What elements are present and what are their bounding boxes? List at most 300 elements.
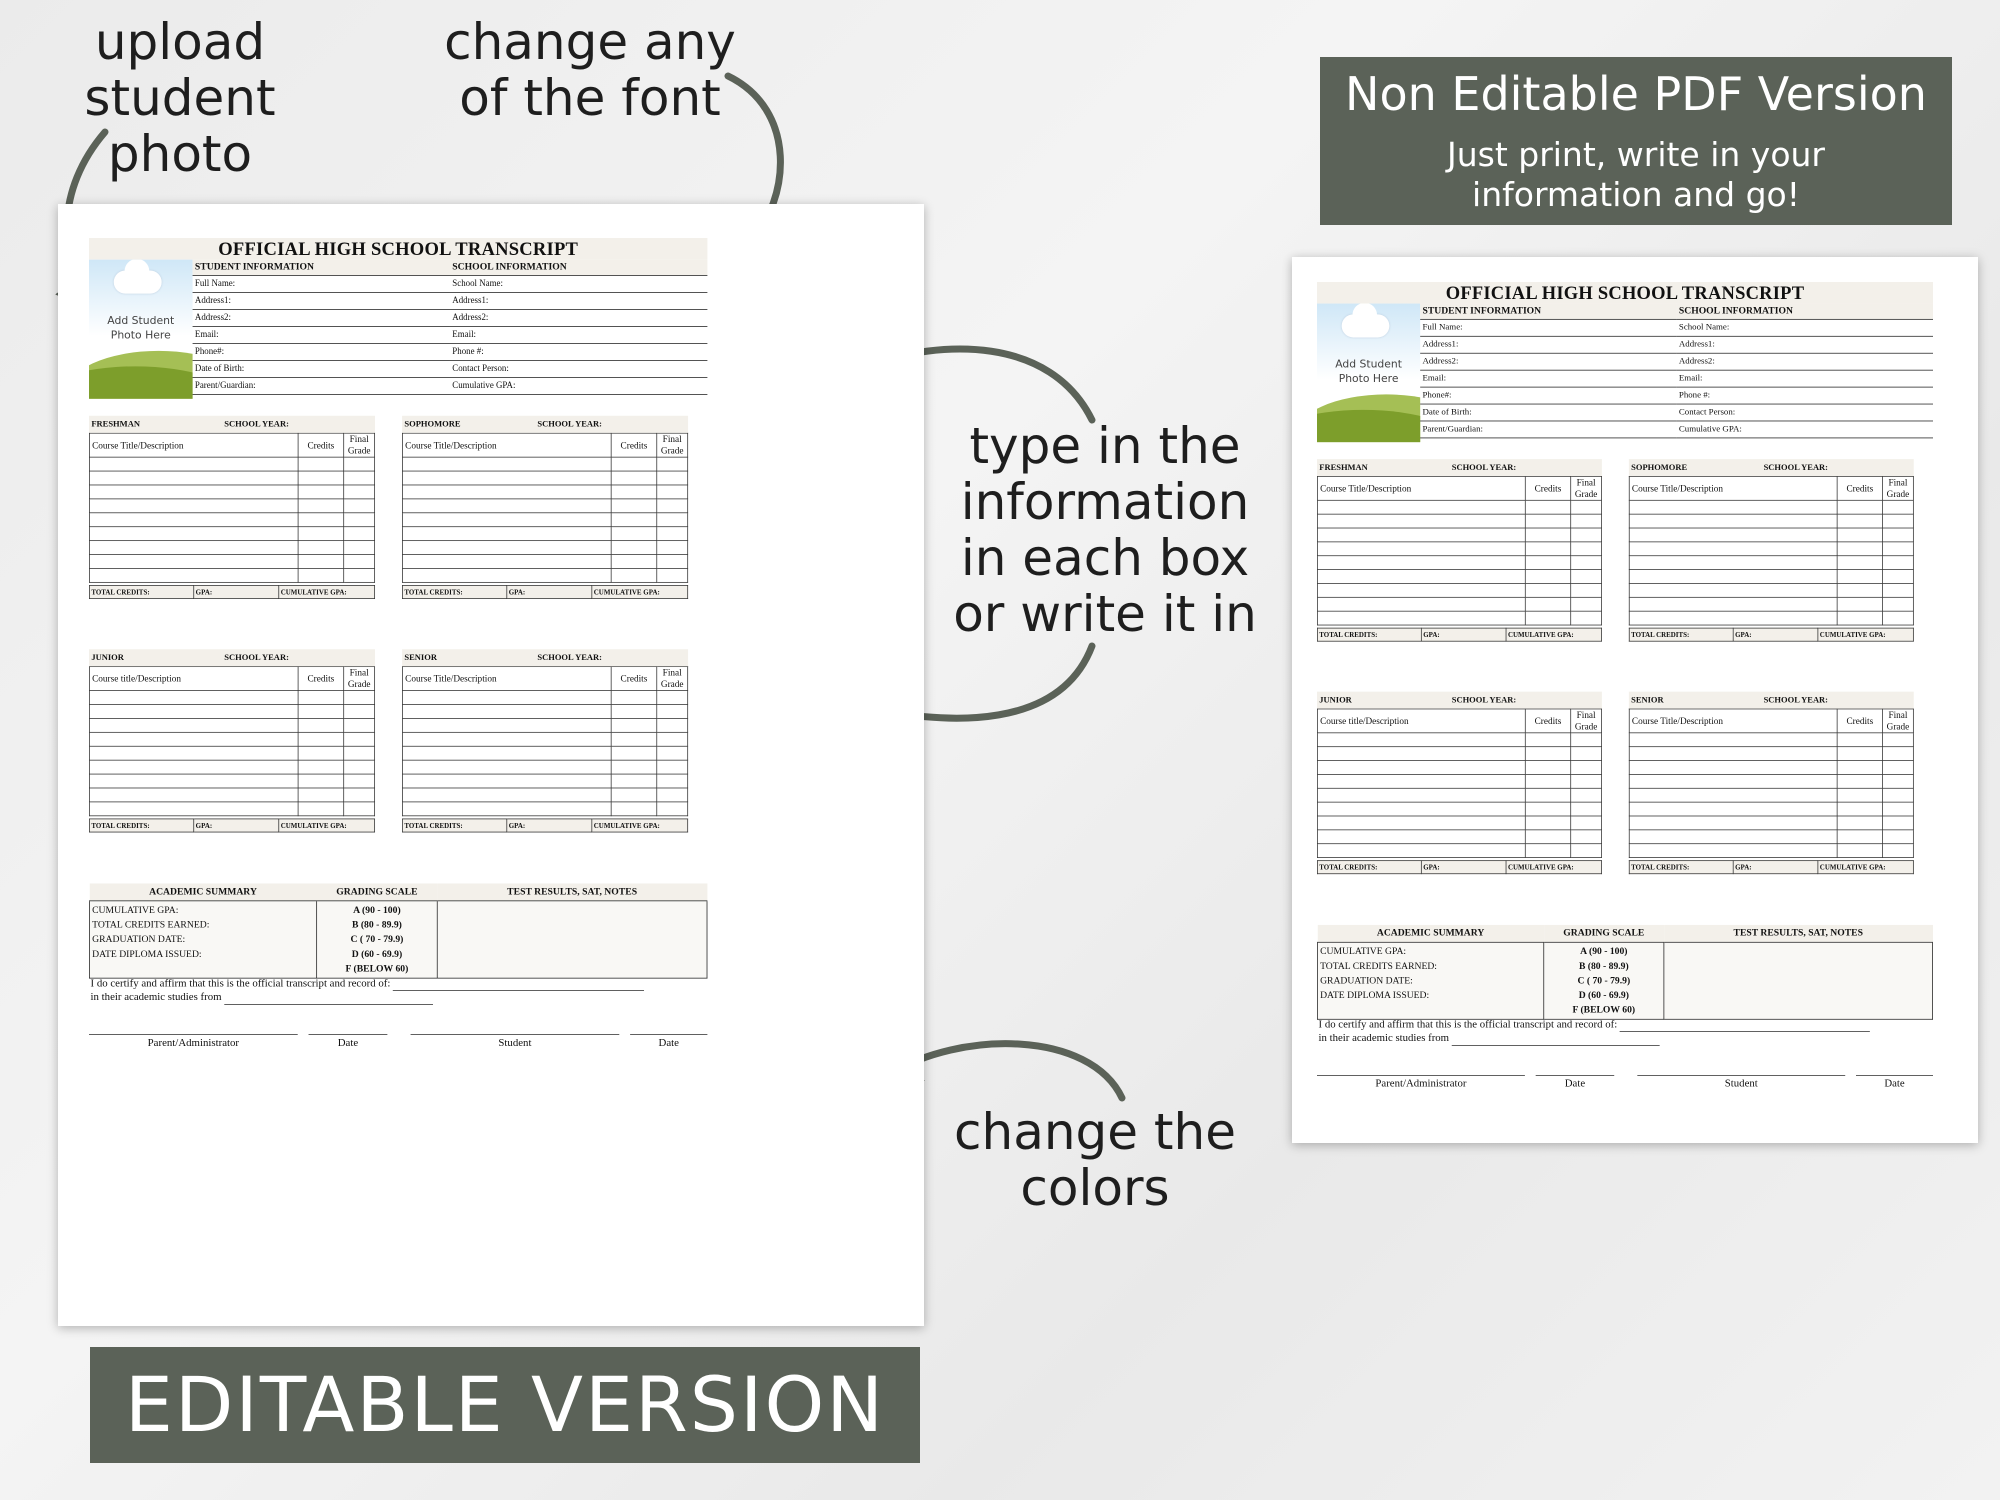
course-cell[interactable] <box>402 471 611 485</box>
grade-cell[interactable] <box>344 691 375 705</box>
cumulative-gpa[interactable]: CUMULATIVE GPA: <box>592 819 688 832</box>
course-row[interactable] <box>1317 611 1601 625</box>
cumulative-gpa[interactable]: CUMULATIVE GPA: <box>1818 861 1913 874</box>
grade-cell[interactable] <box>1571 542 1602 556</box>
credits-cell[interactable] <box>1525 556 1570 570</box>
course-row[interactable] <box>89 555 374 569</box>
course-cell[interactable] <box>1317 774 1525 788</box>
grade-cell[interactable] <box>657 527 688 541</box>
credits-cell[interactable] <box>298 802 344 816</box>
course-cell[interactable] <box>1317 583 1525 597</box>
grade-cell[interactable] <box>657 568 688 582</box>
grade-cell[interactable] <box>1883 597 1914 611</box>
course-cell[interactable] <box>1317 830 1525 844</box>
course-cell[interactable] <box>1629 500 1837 514</box>
academic-summary-cell[interactable] <box>89 900 316 977</box>
credits-cell[interactable] <box>611 527 657 541</box>
course-row[interactable] <box>402 760 687 774</box>
course-cell[interactable] <box>402 499 611 513</box>
course-row[interactable] <box>402 718 687 732</box>
student-info-field[interactable]: Date of Birth: <box>193 360 450 377</box>
course-cell[interactable] <box>402 541 611 555</box>
school-year-label[interactable]: SCHOOL YEAR: <box>224 653 289 663</box>
course-cell[interactable] <box>402 485 611 499</box>
course-row[interactable] <box>1317 788 1601 802</box>
course-cell[interactable] <box>1317 556 1525 570</box>
academic-summary-item[interactable]: GRADUATION DATE: <box>1320 974 1413 986</box>
grade-cell[interactable] <box>1883 747 1914 761</box>
credits-cell[interactable] <box>1525 844 1570 858</box>
grade-cell[interactable] <box>1883 542 1914 556</box>
credits-cell[interactable] <box>611 513 657 527</box>
course-cell[interactable] <box>1629 542 1837 556</box>
credits-cell[interactable] <box>1525 583 1570 597</box>
course-row[interactable] <box>89 802 374 816</box>
school-info-field[interactable]: Contact Person: <box>1677 404 1933 421</box>
course-row[interactable] <box>1317 747 1601 761</box>
academic-summary-item[interactable]: DATE DIPLOMA ISSUED: <box>92 948 202 959</box>
grade-cell[interactable] <box>344 802 375 816</box>
course-cell[interactable] <box>1629 611 1837 625</box>
course-row[interactable] <box>402 774 687 788</box>
course-cell[interactable] <box>89 788 298 802</box>
course-cell[interactable] <box>1317 844 1525 858</box>
grade-cell[interactable] <box>657 485 688 499</box>
course-row[interactable] <box>1629 844 1913 858</box>
grade-cell[interactable] <box>657 746 688 760</box>
cumulative-gpa[interactable]: CUMULATIVE GPA: <box>279 819 375 832</box>
credits-cell[interactable] <box>298 732 344 746</box>
grade-cell[interactable] <box>344 746 375 760</box>
school-info-field[interactable]: Email: <box>450 326 707 343</box>
grade-cell[interactable] <box>1571 556 1602 570</box>
credits-cell[interactable] <box>298 555 344 569</box>
credits-cell[interactable] <box>1837 747 1882 761</box>
grade-cell[interactable] <box>657 732 688 746</box>
credits-cell[interactable] <box>1837 542 1882 556</box>
grade-cell[interactable] <box>657 513 688 527</box>
credits-cell[interactable] <box>611 457 657 471</box>
course-row[interactable] <box>1629 761 1913 775</box>
course-row[interactable] <box>1317 774 1601 788</box>
course-row[interactable] <box>89 746 374 760</box>
grade-cell[interactable] <box>1571 528 1602 542</box>
credits-cell[interactable] <box>1837 788 1882 802</box>
course-row[interactable] <box>89 732 374 746</box>
total-credits[interactable]: TOTAL CREDITS: <box>402 819 506 832</box>
course-cell[interactable] <box>402 568 611 582</box>
student-info-field[interactable]: Address1: <box>193 292 450 309</box>
school-year-label[interactable]: SCHOOL YEAR: <box>537 419 602 429</box>
credits-cell[interactable] <box>298 541 344 555</box>
course-row[interactable] <box>1317 570 1601 584</box>
grade-cell[interactable] <box>344 718 375 732</box>
credits-cell[interactable] <box>1837 611 1882 625</box>
school-info-field[interactable]: School Name: <box>1677 319 1933 336</box>
course-cell[interactable] <box>1629 816 1837 830</box>
school-year-label[interactable]: SCHOOL YEAR: <box>537 653 602 663</box>
credits-cell[interactable] <box>298 485 344 499</box>
course-cell[interactable] <box>1629 528 1837 542</box>
course-cell[interactable] <box>1629 761 1837 775</box>
course-row[interactable] <box>1317 816 1601 830</box>
total-credits[interactable]: TOTAL CREDITS: <box>1629 628 1733 641</box>
credits-cell[interactable] <box>298 691 344 705</box>
academic-summary-item[interactable]: TOTAL CREDITS EARNED: <box>1320 959 1437 971</box>
course-row[interactable] <box>89 718 374 732</box>
grade-cell[interactable] <box>344 705 375 719</box>
grade-cell[interactable] <box>344 527 375 541</box>
course-row[interactable] <box>402 568 687 582</box>
grade-cell[interactable] <box>657 541 688 555</box>
school-info-field[interactable]: School Name: <box>450 275 707 292</box>
grade-cell[interactable] <box>1571 500 1602 514</box>
school-year-label[interactable]: SCHOOL YEAR: <box>1451 462 1517 473</box>
grade-cell[interactable] <box>657 471 688 485</box>
credits-cell[interactable] <box>1837 774 1882 788</box>
signature-date-2[interactable] <box>1856 1075 1933 1090</box>
academic-summary-item[interactable]: TOTAL CREDITS EARNED: <box>92 918 210 930</box>
course-row[interactable] <box>1629 611 1913 625</box>
course-row[interactable] <box>89 541 374 555</box>
credits-cell[interactable] <box>298 788 344 802</box>
course-row[interactable] <box>1317 528 1601 542</box>
gpa[interactable]: GPA: <box>507 819 592 832</box>
school-year-label[interactable]: SCHOOL YEAR: <box>1763 462 1829 473</box>
student-info-field[interactable]: Address1: <box>1420 336 1676 353</box>
course-cell[interactable] <box>1629 747 1837 761</box>
school-info-field[interactable]: Phone #: <box>1677 387 1933 404</box>
credits-cell[interactable] <box>611 485 657 499</box>
credits-cell[interactable] <box>1525 528 1570 542</box>
course-row[interactable] <box>402 499 687 513</box>
course-cell[interactable] <box>1317 570 1525 584</box>
credits-cell[interactable] <box>1525 542 1570 556</box>
school-info-field[interactable]: Contact Person: <box>450 360 707 377</box>
credits-cell[interactable] <box>298 718 344 732</box>
credits-cell[interactable] <box>1525 761 1570 775</box>
course-cell[interactable] <box>89 513 298 527</box>
course-row[interactable] <box>1629 816 1913 830</box>
credits-cell[interactable] <box>611 691 657 705</box>
course-cell[interactable] <box>89 471 298 485</box>
course-row[interactable] <box>402 457 687 471</box>
credits-cell[interactable] <box>1837 583 1882 597</box>
course-row[interactable] <box>1629 514 1913 528</box>
total-credits[interactable]: TOTAL CREDITS: <box>1317 861 1421 874</box>
credits-cell[interactable] <box>611 555 657 569</box>
course-row[interactable] <box>402 527 687 541</box>
course-row[interactable] <box>89 691 374 705</box>
credits-cell[interactable] <box>298 705 344 719</box>
course-cell[interactable] <box>402 732 611 746</box>
credits-cell[interactable] <box>1837 844 1882 858</box>
grade-cell[interactable] <box>1571 570 1602 584</box>
academic-summary-item[interactable]: GRADUATION DATE: <box>92 933 186 945</box>
course-cell[interactable] <box>402 788 611 802</box>
credits-cell[interactable] <box>298 746 344 760</box>
gpa[interactable]: GPA: <box>194 819 279 832</box>
course-row[interactable] <box>1317 733 1601 747</box>
course-cell[interactable] <box>402 760 611 774</box>
course-row[interactable] <box>1317 597 1601 611</box>
course-row[interactable] <box>1629 542 1913 556</box>
grade-cell[interactable] <box>1883 733 1914 747</box>
student-info-field[interactable]: Full Name: <box>193 275 450 292</box>
grade-cell[interactable] <box>657 499 688 513</box>
grade-cell[interactable] <box>344 499 375 513</box>
signature-student[interactable] <box>1637 1075 1845 1090</box>
course-cell[interactable] <box>1629 830 1837 844</box>
cumulative-gpa[interactable]: CUMULATIVE GPA: <box>279 585 375 598</box>
course-cell[interactable] <box>89 568 298 582</box>
gpa[interactable]: GPA: <box>1421 861 1506 874</box>
credits-cell[interactable] <box>298 774 344 788</box>
credits-cell[interactable] <box>1525 774 1570 788</box>
grade-cell[interactable] <box>1571 514 1602 528</box>
credits-cell[interactable] <box>611 471 657 485</box>
cumulative-gpa[interactable]: CUMULATIVE GPA: <box>1506 861 1601 874</box>
school-year-label[interactable]: SCHOOL YEAR: <box>224 419 289 429</box>
course-row[interactable] <box>1317 844 1601 858</box>
grade-cell[interactable] <box>344 541 375 555</box>
course-row[interactable] <box>402 691 687 705</box>
credits-cell[interactable] <box>1837 816 1882 830</box>
grade-cell[interactable] <box>1571 816 1602 830</box>
credits-cell[interactable] <box>298 760 344 774</box>
signature-parent[interactable] <box>1317 1075 1525 1090</box>
course-cell[interactable] <box>1629 570 1837 584</box>
credits-cell[interactable] <box>298 527 344 541</box>
course-cell[interactable] <box>402 802 611 816</box>
grade-cell[interactable] <box>1883 500 1914 514</box>
course-cell[interactable] <box>89 732 298 746</box>
credits-cell[interactable] <box>611 788 657 802</box>
grade-cell[interactable] <box>1883 844 1914 858</box>
grade-cell[interactable] <box>1571 583 1602 597</box>
credits-cell[interactable] <box>1837 570 1882 584</box>
credits-cell[interactable] <box>611 541 657 555</box>
academic-summary-item[interactable]: CUMULATIVE GPA: <box>1320 945 1407 957</box>
gpa[interactable]: GPA: <box>507 585 592 598</box>
student-info-field[interactable]: Phone#: <box>193 343 450 360</box>
course-cell[interactable] <box>89 760 298 774</box>
course-cell[interactable] <box>402 555 611 569</box>
total-credits[interactable]: TOTAL CREDITS: <box>1629 861 1733 874</box>
course-row[interactable] <box>1317 761 1601 775</box>
course-row[interactable] <box>89 485 374 499</box>
grade-cell[interactable] <box>1571 802 1602 816</box>
grade-cell[interactable] <box>1883 761 1914 775</box>
cumulative-gpa[interactable]: CUMULATIVE GPA: <box>1506 628 1601 641</box>
grade-cell[interactable] <box>657 788 688 802</box>
grade-cell[interactable] <box>657 691 688 705</box>
grade-cell[interactable] <box>344 555 375 569</box>
grade-cell[interactable] <box>344 513 375 527</box>
grade-cell[interactable] <box>1571 844 1602 858</box>
course-row[interactable] <box>1629 774 1913 788</box>
course-cell[interactable] <box>1317 597 1525 611</box>
student-photo-placeholder[interactable] <box>1317 304 1420 443</box>
credits-cell[interactable] <box>611 746 657 760</box>
course-cell[interactable] <box>89 555 298 569</box>
credits-cell[interactable] <box>298 568 344 582</box>
grade-cell[interactable] <box>1571 733 1602 747</box>
student-info-field[interactable]: Parent/Guardian: <box>193 377 450 394</box>
grade-cell[interactable] <box>1571 774 1602 788</box>
course-cell[interactable] <box>89 527 298 541</box>
signature-student[interactable] <box>411 1034 620 1049</box>
study-period-line[interactable] <box>224 994 433 1005</box>
credits-cell[interactable] <box>611 718 657 732</box>
credits-cell[interactable] <box>1525 611 1570 625</box>
grade-cell[interactable] <box>1883 830 1914 844</box>
grade-cell[interactable] <box>1883 514 1914 528</box>
course-cell[interactable] <box>1317 514 1525 528</box>
grade-cell[interactable] <box>344 457 375 471</box>
grade-cell[interactable] <box>1883 774 1914 788</box>
credits-cell[interactable] <box>1525 514 1570 528</box>
credits-cell[interactable] <box>1837 761 1882 775</box>
course-cell[interactable] <box>1317 528 1525 542</box>
course-cell[interactable] <box>1629 844 1837 858</box>
student-info-field[interactable]: Parent/Guardian: <box>1420 421 1676 438</box>
signature-date-1[interactable] <box>309 1034 388 1049</box>
grade-cell[interactable] <box>1883 788 1914 802</box>
grade-cell[interactable] <box>1883 556 1914 570</box>
credits-cell[interactable] <box>1525 788 1570 802</box>
course-cell[interactable] <box>402 457 611 471</box>
student-info-field[interactable]: Address2: <box>193 309 450 326</box>
course-row[interactable] <box>1317 542 1601 556</box>
course-cell[interactable] <box>1629 556 1837 570</box>
grade-cell[interactable] <box>344 774 375 788</box>
course-row[interactable] <box>1317 514 1601 528</box>
credits-cell[interactable] <box>1525 830 1570 844</box>
course-cell[interactable] <box>89 774 298 788</box>
grade-cell[interactable] <box>1571 788 1602 802</box>
course-row[interactable] <box>89 527 374 541</box>
test-results-cell[interactable] <box>437 900 707 977</box>
course-row[interactable] <box>402 555 687 569</box>
credits-cell[interactable] <box>1525 733 1570 747</box>
student-info-field[interactable]: Phone#: <box>1420 387 1676 404</box>
credits-cell[interactable] <box>298 513 344 527</box>
credits-cell[interactable] <box>1837 556 1882 570</box>
school-info-field[interactable]: Phone #: <box>450 343 707 360</box>
school-info-field[interactable]: Address1: <box>1677 336 1933 353</box>
course-cell[interactable] <box>89 457 298 471</box>
course-cell[interactable] <box>1317 761 1525 775</box>
grade-cell[interactable] <box>657 802 688 816</box>
course-row[interactable] <box>1629 570 1913 584</box>
course-row[interactable] <box>402 732 687 746</box>
credits-cell[interactable] <box>611 760 657 774</box>
course-cell[interactable] <box>1317 542 1525 556</box>
grade-cell[interactable] <box>657 718 688 732</box>
course-row[interactable] <box>1629 747 1913 761</box>
grade-cell[interactable] <box>657 457 688 471</box>
grade-cell[interactable] <box>1883 816 1914 830</box>
total-credits[interactable]: TOTAL CREDITS: <box>89 585 193 598</box>
course-row[interactable] <box>1317 500 1601 514</box>
course-row[interactable] <box>402 746 687 760</box>
school-info-field[interactable]: Email: <box>1677 370 1933 387</box>
school-info-field[interactable]: Address2: <box>450 309 707 326</box>
grade-cell[interactable] <box>344 568 375 582</box>
school-year-label[interactable]: SCHOOL YEAR: <box>1451 695 1517 705</box>
course-cell[interactable] <box>402 513 611 527</box>
course-row[interactable] <box>1629 500 1913 514</box>
course-row[interactable] <box>1629 583 1913 597</box>
gpa[interactable]: GPA: <box>1733 628 1818 641</box>
credits-cell[interactable] <box>611 568 657 582</box>
course-row[interactable] <box>402 513 687 527</box>
course-cell[interactable] <box>1629 514 1837 528</box>
signature-date-1[interactable] <box>1536 1075 1615 1090</box>
grade-cell[interactable] <box>1883 570 1914 584</box>
credits-cell[interactable] <box>1837 514 1882 528</box>
course-cell[interactable] <box>402 746 611 760</box>
academic-summary-item[interactable]: DATE DIPLOMA ISSUED: <box>1320 989 1430 1001</box>
course-cell[interactable] <box>402 705 611 719</box>
credits-cell[interactable] <box>1525 597 1570 611</box>
course-cell[interactable] <box>89 746 298 760</box>
school-info-field[interactable]: Address2: <box>1677 353 1933 370</box>
course-cell[interactable] <box>89 802 298 816</box>
course-cell[interactable] <box>1629 788 1837 802</box>
course-cell[interactable] <box>89 718 298 732</box>
grade-cell[interactable] <box>657 774 688 788</box>
grade-cell[interactable] <box>344 471 375 485</box>
credits-cell[interactable] <box>298 471 344 485</box>
cumulative-gpa[interactable]: CUMULATIVE GPA: <box>1818 628 1913 641</box>
gpa[interactable]: GPA: <box>1733 861 1818 874</box>
academic-summary-cell[interactable] <box>1317 942 1543 1019</box>
academic-summary-item[interactable]: CUMULATIVE GPA: <box>92 903 179 915</box>
course-row[interactable] <box>402 802 687 816</box>
credits-cell[interactable] <box>1525 500 1570 514</box>
course-cell[interactable] <box>89 499 298 513</box>
cumulative-gpa[interactable]: CUMULATIVE GPA: <box>592 585 688 598</box>
course-cell[interactable] <box>1317 500 1525 514</box>
credits-cell[interactable] <box>1837 733 1882 747</box>
course-cell[interactable] <box>402 774 611 788</box>
course-row[interactable] <box>1629 788 1913 802</box>
credits-cell[interactable] <box>611 774 657 788</box>
total-credits[interactable]: TOTAL CREDITS: <box>402 585 506 598</box>
course-cell[interactable] <box>402 718 611 732</box>
course-row[interactable] <box>89 471 374 485</box>
grade-cell[interactable] <box>1883 528 1914 542</box>
course-row[interactable] <box>402 788 687 802</box>
student-info-field[interactable]: Date of Birth: <box>1420 404 1676 421</box>
course-cell[interactable] <box>402 691 611 705</box>
course-row[interactable] <box>89 513 374 527</box>
course-row[interactable] <box>1317 802 1601 816</box>
credits-cell[interactable] <box>1525 802 1570 816</box>
course-cell[interactable] <box>89 691 298 705</box>
course-cell[interactable] <box>1317 788 1525 802</box>
total-credits[interactable]: TOTAL CREDITS: <box>1317 628 1421 641</box>
student-photo-placeholder[interactable] <box>89 260 193 399</box>
course-cell[interactable] <box>1629 583 1837 597</box>
grade-cell[interactable] <box>344 760 375 774</box>
credits-cell[interactable] <box>611 802 657 816</box>
study-period-line[interactable] <box>1452 1035 1660 1046</box>
grade-cell[interactable] <box>1883 611 1914 625</box>
school-year-label[interactable]: SCHOOL YEAR: <box>1763 695 1829 705</box>
